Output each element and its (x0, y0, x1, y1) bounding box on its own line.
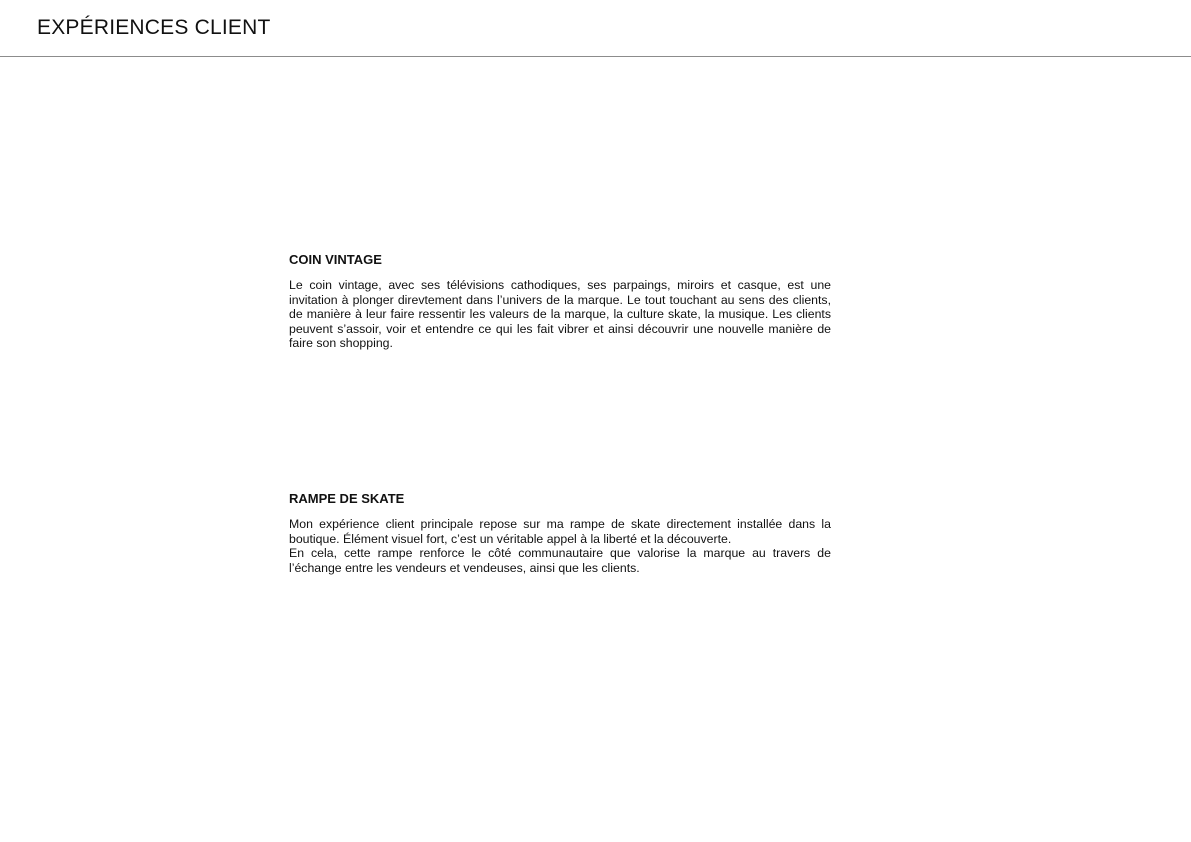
section-text-coin-vintage: Le coin vintage, avec ses télévisions cathodiques, ses parpaings, miroirs et casque, est une invitation à plonger direvtement dans l’univers de la marque. Le tout touchant au sens des clients, de manière à leur faire ressentir les valeurs de la marque, la culture skate, la musique. Les clients peuvent s’assoir, voir et entendre ce qui les fait vibrer et ainsi découvrir une nouvelle manière de faire son shopping. (289, 278, 831, 350)
section-heading-coin-vintage: COIN VINTAGE (289, 252, 382, 267)
section-coin-vintage (289, 252, 831, 351)
section-text-rampe-de-skate-2: En cela, cette rampe renforce le côté communautaire que valorise la marque au travers de l’échange entre les vendeurs et vendeuses, ainsi que les clients. (289, 546, 831, 575)
page-header (0, 0, 1191, 57)
page-title: EXPÉRIENCES CLIENT (37, 16, 271, 39)
section-rampe-de-skate (289, 491, 831, 575)
section-heading-rampe-de-skate: RAMPE DE SKATE (289, 491, 405, 506)
section-text-rampe-de-skate-1: Mon expérience client principale repose sur ma rampe de skate directement installée dans la boutique. Élément visuel fort, c’est un véritable appel à la liberté et la découverte. (289, 517, 831, 546)
